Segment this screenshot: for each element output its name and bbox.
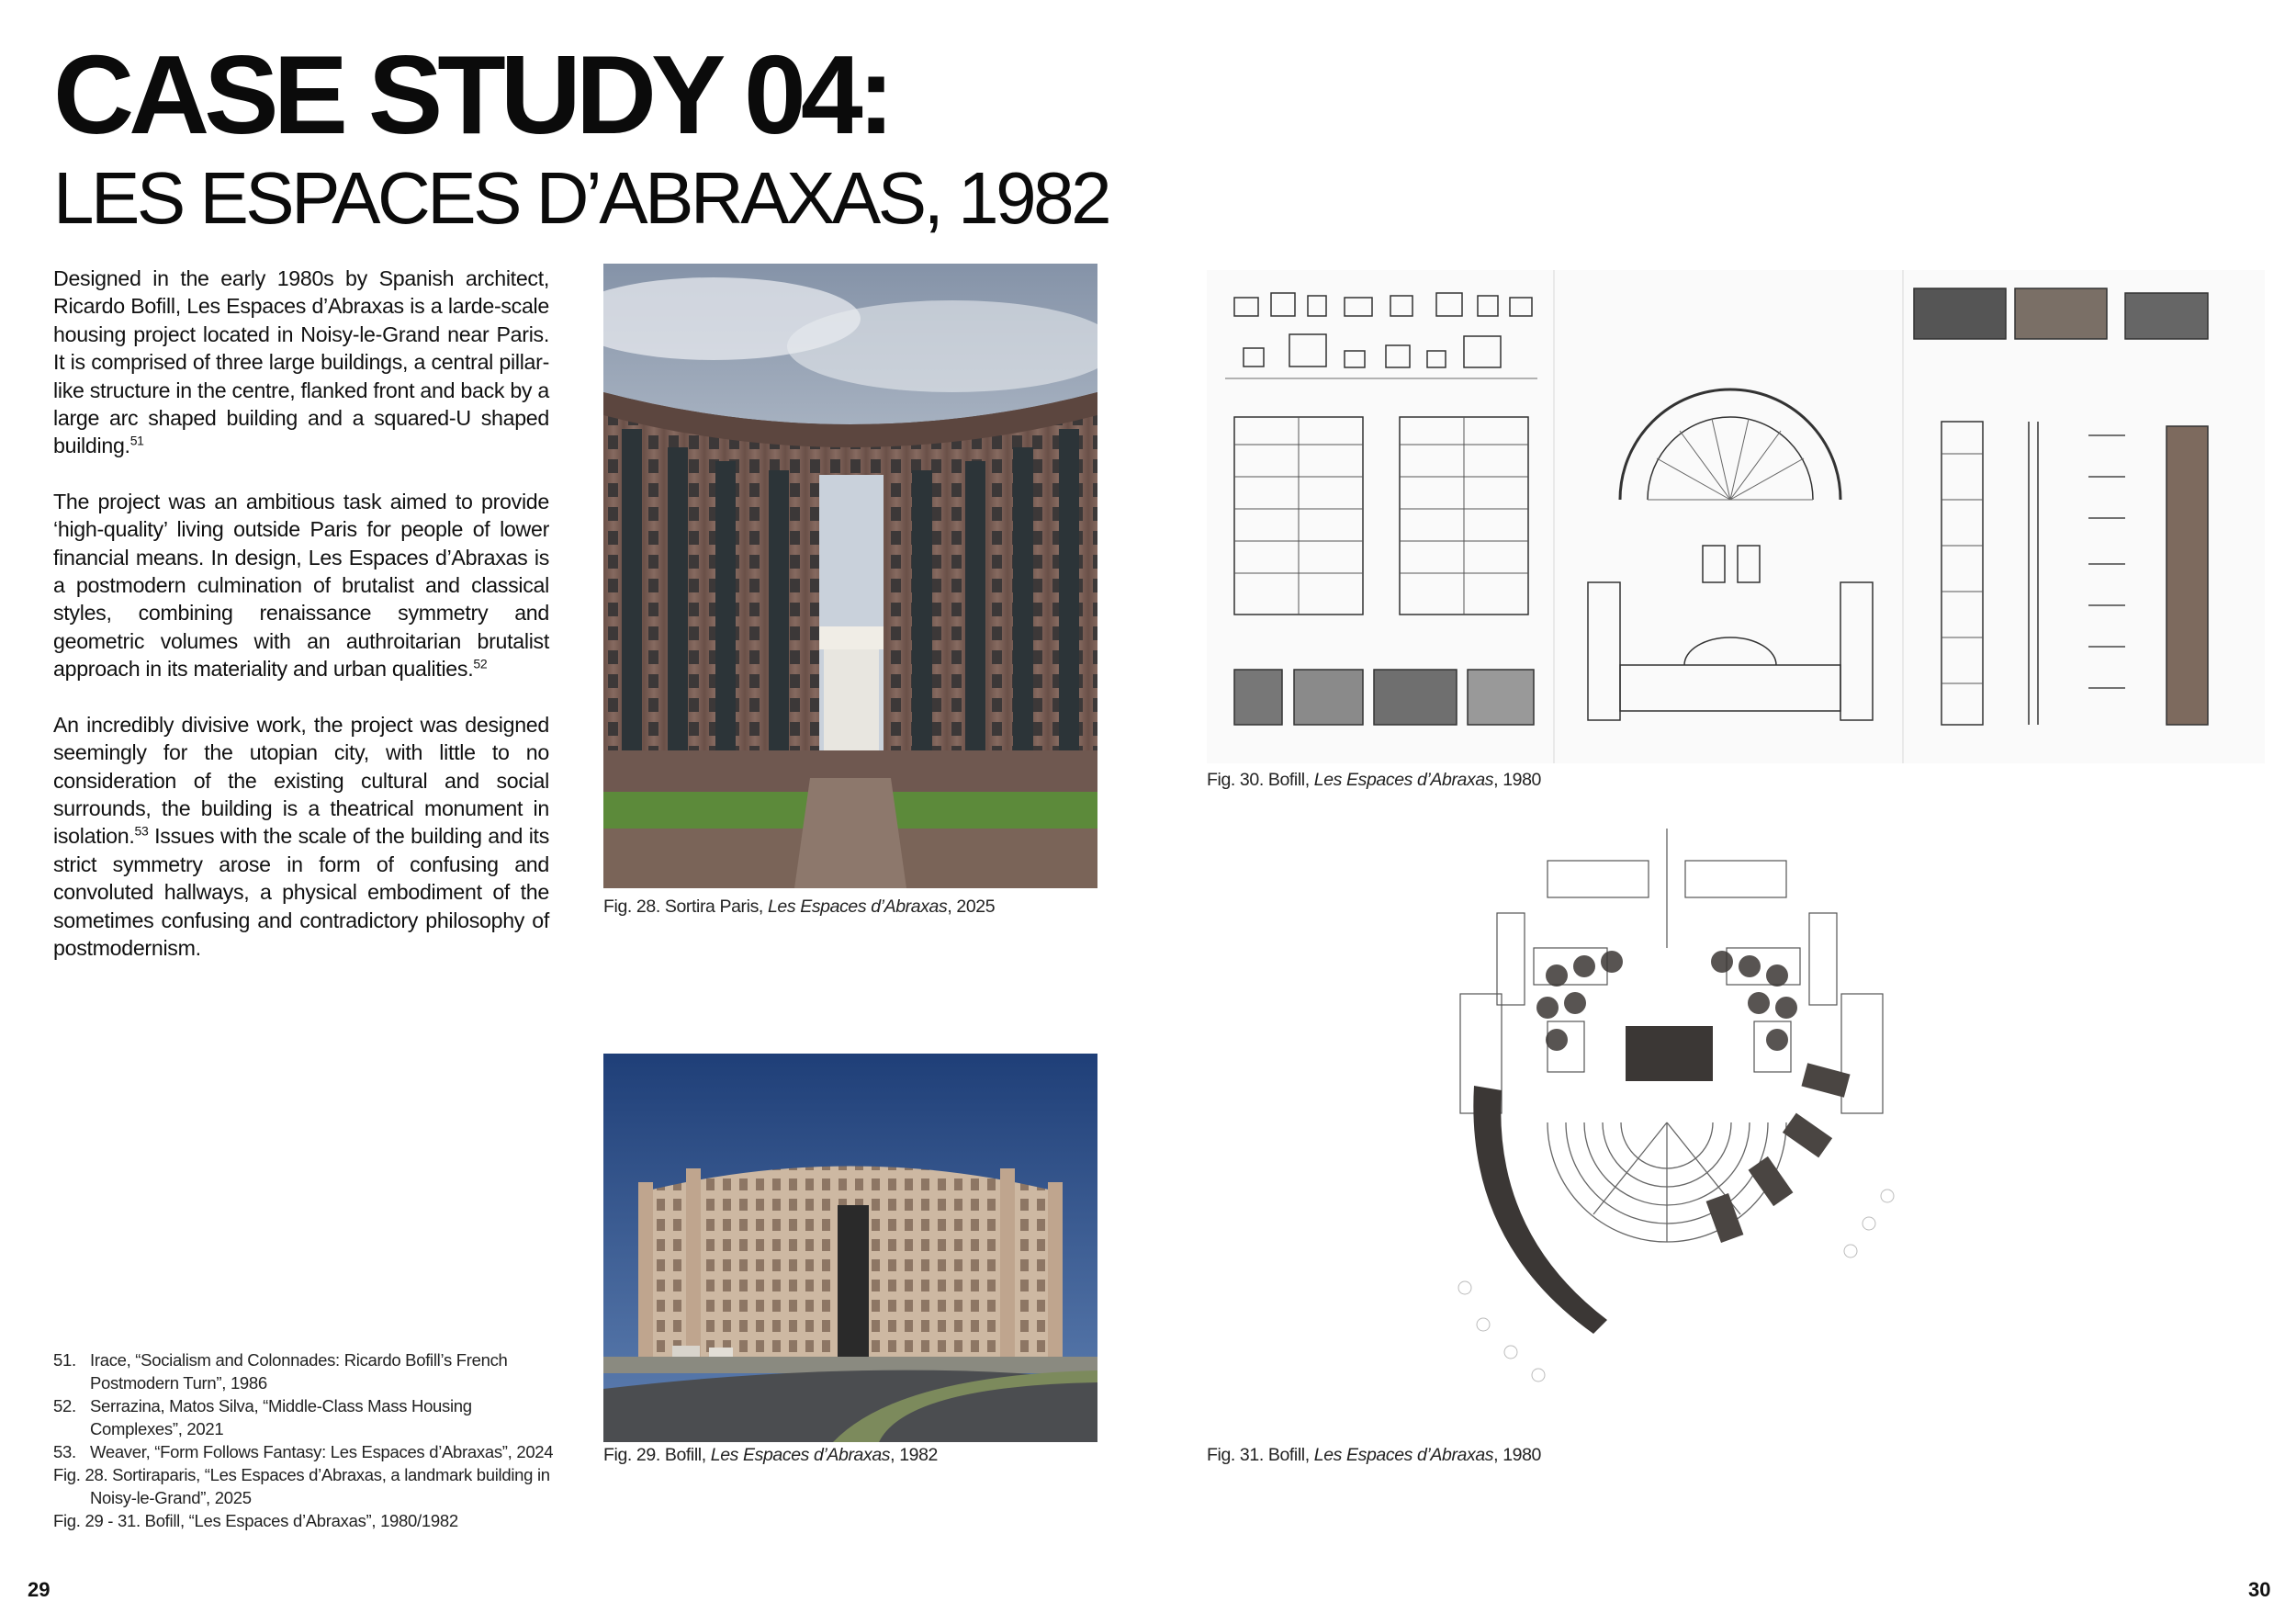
fig-30-drawings [1207,270,2265,763]
fig-29-photo [603,1054,1097,1442]
footnote-52: 52. Serrazina, Matos Silva, “Middle-Class Mass Housing Complexes”, 2021 [53,1396,472,1438]
paragraph-1: Designed in the early 1980s by Spanish architect, Ricardo Bofill, Les Espaces d’Abraxas is a larde-scale housing project located in Noisy-le-Grand near Paris. It is comprised of three large buildings, a central pillar-like structure in the centre, flanked front and back by a large arc shaped building and a squared-U shaped building.$^{51}$ [53,266,549,458]
paragraph-3: An incredibly divisive work, the project was designed seemingly for the utopian city, with little to no consideration of the existing cultural and social surrounds, the building is a theatrical monument in isolation.$^{53}$ Issues with the scale of the building and its strict symmetry arose in form of confusing and convoluted hallways, a physical embodiment of the sometimes confusing and contradictory philosophy of postmodernism. [53,712,549,960]
fig-28-photo [603,264,1097,888]
fig-31-site-plan [1410,810,1922,1439]
page-subtitle: LES ESPACES D’ABRAXAS, 1982 [53,157,1109,239]
footnote-51: 51. Irace, “Socialism and Colonnades: Ricardo Bofill’s French Postmodern Turn”, 1986 [53,1350,508,1393]
figure-credit-28: Fig. 28. Sortiraparis, “Les Espaces d’Abraxas, a landmark building in Noisy-le-Grand”, 2025 [53,1465,550,1507]
fig-29-caption: Fig. 29. Bofill, Les Espaces d’Abraxas, 1982 [603,1445,938,1465]
footnote-53: 53. Weaver, “Form Follows Fantasy: Les Espaces d’Abraxas”, 2024 [53,1442,554,1461]
footnotes [53,1348,568,1532]
footnote-ref-53: 53 [134,823,149,839]
page-title: CASE STUDY 04: [53,32,890,157]
page-number-right: 30 [2248,1578,2271,1601]
paragraph-2: The project was an ambitious task aimed to provide ‘high-quality’ living outside Paris for people of lower financial means. In design, Les Espaces d’Abraxas is a postmodern culmination of brutalist and classical styles, combining renaissance symmetry and geometric volumes with an authroitarian brutalist approach in its materiality and urban qualities.$^{52}$ [53,489,549,682]
page-number-left: 29 [28,1578,51,1601]
fig-28-caption: Fig. 28. Sortira Paris, Les Espaces d’Abraxas, 2025 [603,897,996,917]
figure-credit-29-31: Fig. 29 - 31. Bofill, “Les Espaces d’Abraxas”, 1980/1982 [53,1511,458,1530]
fig-30-caption: Fig. 30. Bofill, Les Espaces d’Abraxas, 1980 [1207,770,1541,790]
footnote-ref-51: 51 [129,433,144,448]
fig-31-caption: Fig. 31. Bofill, Les Espaces d’Abraxas, 1980 [1207,1445,1541,1465]
footnote-ref-52: 52 [473,656,488,671]
body-text [53,265,549,989]
